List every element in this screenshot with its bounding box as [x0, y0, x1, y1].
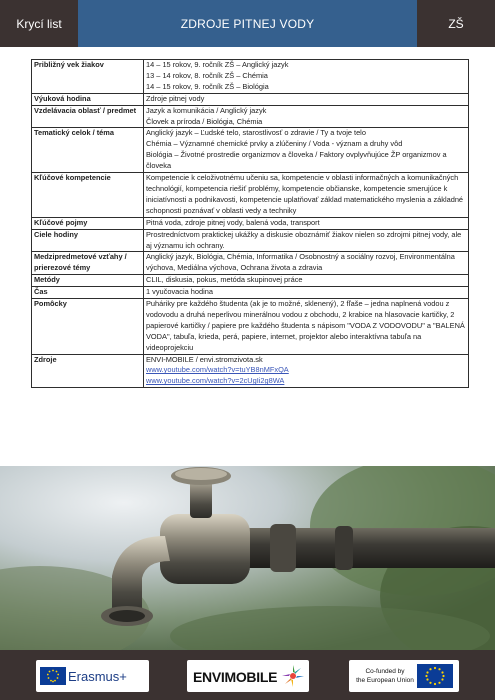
row-value-line: Zdroje pitnej vody	[146, 93, 205, 103]
info-row	[32, 299, 469, 355]
row-value-line: 13 – 14 rokov, 8. ročník ZŠ – Chémia	[146, 70, 268, 80]
info-row	[32, 354, 469, 388]
eu-flag-icon	[417, 664, 453, 688]
info-row	[32, 229, 469, 252]
row-value-line: ENVI-MOBILE / envi.stromzivota.sk	[146, 354, 263, 364]
row-label: Tematický celok / téma	[32, 128, 144, 173]
row-value-line: Kompetencie k celoživotnému učeniu sa, kompetencie v oblasti informačných a komunikačných technológií, kompetencia riešiť problémy, kompetencie občianske, kompetencie smerujúce k iniciatívnosti a podnikavosti, kompetencie uplatňovať základ matematického myslenia a základné schopnosti poznávať v oblasti vedy a techniky	[146, 173, 464, 215]
info-row	[32, 173, 469, 218]
row-value-line: Puháriky pre každého študenta (ak je to možné, sklenený), 2 fľaše – jedna naplnená vodou z vodovodu a druhá neperlivou minerálnou vodou z obchodu, 2 krabice na hlasovacie kartičky, 2 papierové kartičky / papiere pre každého študenta s nápisom "VODA Z VODOVODU" a "BALENÁ VODA", tabuľa, krieda, perá, papiere, internet, projektor alebo interaktívna tabuľa na videoprojekciu	[146, 299, 465, 352]
eu-cofunded-logo	[349, 660, 459, 692]
info-row	[32, 217, 469, 229]
row-value	[144, 217, 469, 229]
row-value-line: Biológia – Životné prostredie organizmov a človeka / Faktory ovplyvňujúce ŽP organizmov a človeka	[146, 150, 447, 171]
row-value	[144, 93, 469, 105]
source-link[interactable]: www.youtube.com/watch?v=2cUgIi2g8WA	[146, 376, 285, 386]
row-value-line: Prostredníctvom praktickej ukážky a diskusie oboznámiť žiakov nielen so zdrojmi pitnej vody, ale aj významu ich ochrany.	[146, 229, 462, 250]
water-tap-photo	[0, 466, 495, 650]
row-label: Metódy	[32, 275, 144, 287]
doc-type-label: Krycí list	[0, 0, 78, 47]
row-label: Pomôcky	[32, 299, 144, 355]
row-label: Výuková hodina	[32, 93, 144, 105]
row-value	[144, 287, 469, 299]
row-label: Čas	[32, 287, 144, 299]
erasmus-logo	[36, 660, 149, 692]
water-tap-illustration	[0, 466, 495, 650]
row-value-line: Anglický jazyk – Ľudské telo, starostlivosť o zdravie / Ty a tvoje telo	[146, 128, 366, 138]
row-value-line: Anglický jazyk, Biológia, Chémia, Informatika / Osobnostný a sociálny rozvoj, Environmentálna výchova, Mediálna výchova, Ochrana života a zdravia	[146, 252, 455, 273]
row-value-line: Chémia – Významné chemické prvky a zlúčeniny / Voda - význam a druhy vôd	[146, 139, 403, 149]
eu-cofunded-text	[355, 667, 415, 685]
row-value	[144, 252, 469, 275]
row-value	[144, 229, 469, 252]
row-label: Vzdelávacia oblasť / predmet	[32, 105, 144, 128]
info-row	[32, 275, 469, 287]
row-value-line: CLIL, diskusia, pokus, metóda skupinovej práce	[146, 275, 303, 285]
page-title: ZDROJE PITNEJ VODY	[78, 0, 417, 47]
eu-cofunded-line1: Co-funded by	[365, 668, 405, 675]
row-value-line: 1 vyučovacia hodina	[146, 287, 213, 297]
info-row	[32, 128, 469, 173]
row-value-line: Pitná voda, zdroje pitnej vody, balená voda, transport	[146, 217, 320, 227]
row-value	[144, 173, 469, 218]
eu-cofunded-line2: the European Union	[356, 677, 414, 684]
row-label: Medzipredmetové vzťahy / prierezové témy	[32, 252, 144, 275]
row-value	[144, 275, 469, 287]
row-value	[144, 354, 469, 388]
info-row	[32, 60, 469, 94]
row-label: Kľúčové pojmy	[32, 217, 144, 229]
info-row	[32, 287, 469, 299]
info-row	[32, 93, 469, 105]
envimobile-logo-text: ENVIMOBILE	[193, 669, 278, 685]
row-value-line: 14 – 15 rokov, 9. ročník ZŠ – Anglický jazyk	[146, 60, 289, 69]
row-label: Ciele hodiny	[32, 229, 144, 252]
envimobile-logo	[187, 660, 309, 692]
row-value	[144, 60, 469, 94]
row-value-line: Človek a príroda / Biológia, Chémia	[146, 116, 263, 126]
row-label: Kľúčové kompetencie	[32, 173, 144, 218]
row-label: Približný vek žiakov	[32, 60, 144, 94]
info-row	[32, 105, 469, 128]
info-row	[32, 252, 469, 275]
erasmus-logo-text: Erasmus+	[68, 669, 127, 684]
page-header	[0, 0, 495, 47]
row-value-line: 14 – 15 rokov, 9. ročník ZŠ – Biológia	[146, 81, 269, 91]
eu-flag-icon	[40, 667, 66, 685]
source-link[interactable]: www.youtube.com/watch?v=tuYB8nMFxQA	[146, 365, 289, 375]
cover-sheet-table	[31, 59, 469, 388]
school-level-label: ZŠ	[417, 0, 495, 47]
row-label: Zdroje	[32, 354, 144, 388]
row-value	[144, 299, 469, 355]
row-value	[144, 105, 469, 128]
page-footer	[0, 650, 495, 700]
row-value-line: Jazyk a komunikácia / Anglický jazyk	[146, 105, 267, 115]
envimobile-logo-icon	[280, 663, 306, 689]
row-value	[144, 128, 469, 173]
